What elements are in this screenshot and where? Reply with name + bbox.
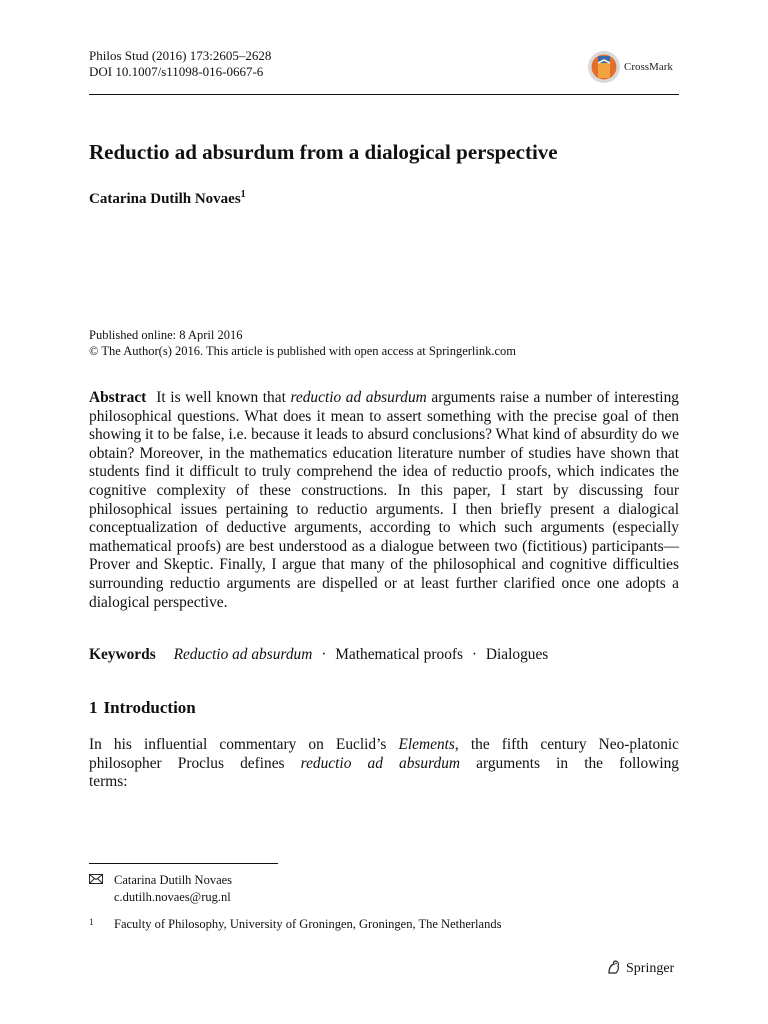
crossmark-label: CrossMark bbox=[624, 61, 673, 73]
abstract-text-after: arguments raise a number of interesting philosophical questions. What does it mean to assert something with the precise goal of then showing it to be false, i.e. because it leads to absurd conclusions? What kind of absurdity do we obtain? Moreover, in the mathematics education literature number of studies have shown that students find it difficult to truly comprehend the idea of reductio proofs, which indicates the cognitive complexity of these constructions. In this paper, I start by discussing four philosophical issues pertaining to reductio arguments. I then briefly present a dialogical conceptualization of deductive arguments, according to which such arguments (especially mathematical proofs) are best understood as a dialogue between two (fictitious) participants—Prover and Skeptic. Finally, I argue that many of the philosophical and cognitive difficulties surrounding reductio arguments are dispelled or at least further clarified once one adopts a dialogical perspective. bbox=[89, 389, 679, 611]
author-name: Catarina Dutilh Novaes bbox=[89, 191, 241, 207]
contact-footnote bbox=[89, 872, 232, 906]
footnote-rule bbox=[89, 863, 278, 864]
section-heading bbox=[89, 698, 196, 718]
springer-horse-icon bbox=[606, 959, 622, 975]
publisher-name: Springer bbox=[626, 961, 675, 976]
section-title: Introduction bbox=[103, 698, 196, 717]
contact-name: Catarina Dutilh Novaes bbox=[114, 873, 233, 887]
journal-header bbox=[89, 48, 271, 79]
intro-text: In his influential commentary on Euclid’s bbox=[89, 736, 399, 753]
doi-link[interactable]: DOI 10.1007/s11098-016-0667-6 bbox=[89, 63, 264, 79]
header-rule bbox=[89, 94, 679, 95]
keywords-label: Keywords bbox=[89, 646, 156, 663]
keywords bbox=[89, 646, 548, 664]
intro-text: arguments in the following bbox=[460, 754, 679, 772]
keyword-item: Mathematical proofs bbox=[335, 646, 464, 663]
abstract-label: Abstract bbox=[89, 389, 147, 406]
keyword-item: Dialogues bbox=[485, 646, 549, 663]
affiliation-text: Faculty of Philosophy, University of Groningen, Groningen, The Netherlands bbox=[114, 917, 502, 931]
abstract-italic-term: reductio ad absurdum bbox=[290, 389, 427, 406]
intro-italic: reductio ad absurdum bbox=[300, 754, 461, 772]
keyword-item: Reductio ad absurdum bbox=[173, 646, 313, 663]
publisher-logo bbox=[606, 959, 674, 977]
author-affiliation-ref[interactable]: 1 bbox=[240, 189, 246, 200]
crossmark-icon bbox=[587, 50, 621, 84]
journal-citation: Philos Stud (2016) 173:2605–2628 bbox=[89, 48, 272, 63]
abstract bbox=[89, 389, 679, 612]
intro-line bbox=[89, 736, 679, 755]
intro-text: philosopher Proclus defines bbox=[89, 754, 301, 772]
intro-paragraph bbox=[89, 736, 679, 792]
publication-info bbox=[89, 327, 516, 359]
intro-text: , the fifth century Neo-platonic bbox=[454, 736, 680, 753]
affiliation-footnote bbox=[89, 917, 501, 932]
abstract-text-before: It is well known that bbox=[156, 389, 291, 406]
article-title: Reductio ad absurdum from a dialogical perspective bbox=[89, 140, 558, 164]
affiliation-number: 1 bbox=[89, 917, 94, 927]
crossmark-badge[interactable] bbox=[587, 50, 687, 84]
keyword-separator: · bbox=[471, 646, 478, 663]
section-number: 1 bbox=[89, 698, 98, 717]
published-online: Published online: 8 April 2016 bbox=[89, 328, 243, 342]
keyword-separator: · bbox=[321, 646, 327, 663]
intro-italic: Elements bbox=[398, 736, 455, 753]
contact-email[interactable]: c.dutilh.novaes@rug.nl bbox=[114, 890, 231, 904]
envelope-icon bbox=[89, 872, 114, 889]
intro-line: terms: bbox=[89, 773, 128, 791]
author-line bbox=[89, 189, 246, 208]
intro-line bbox=[89, 755, 679, 774]
copyright-notice: © The Author(s) 2016. This article is published with open access at Springerlink.com bbox=[89, 344, 517, 358]
